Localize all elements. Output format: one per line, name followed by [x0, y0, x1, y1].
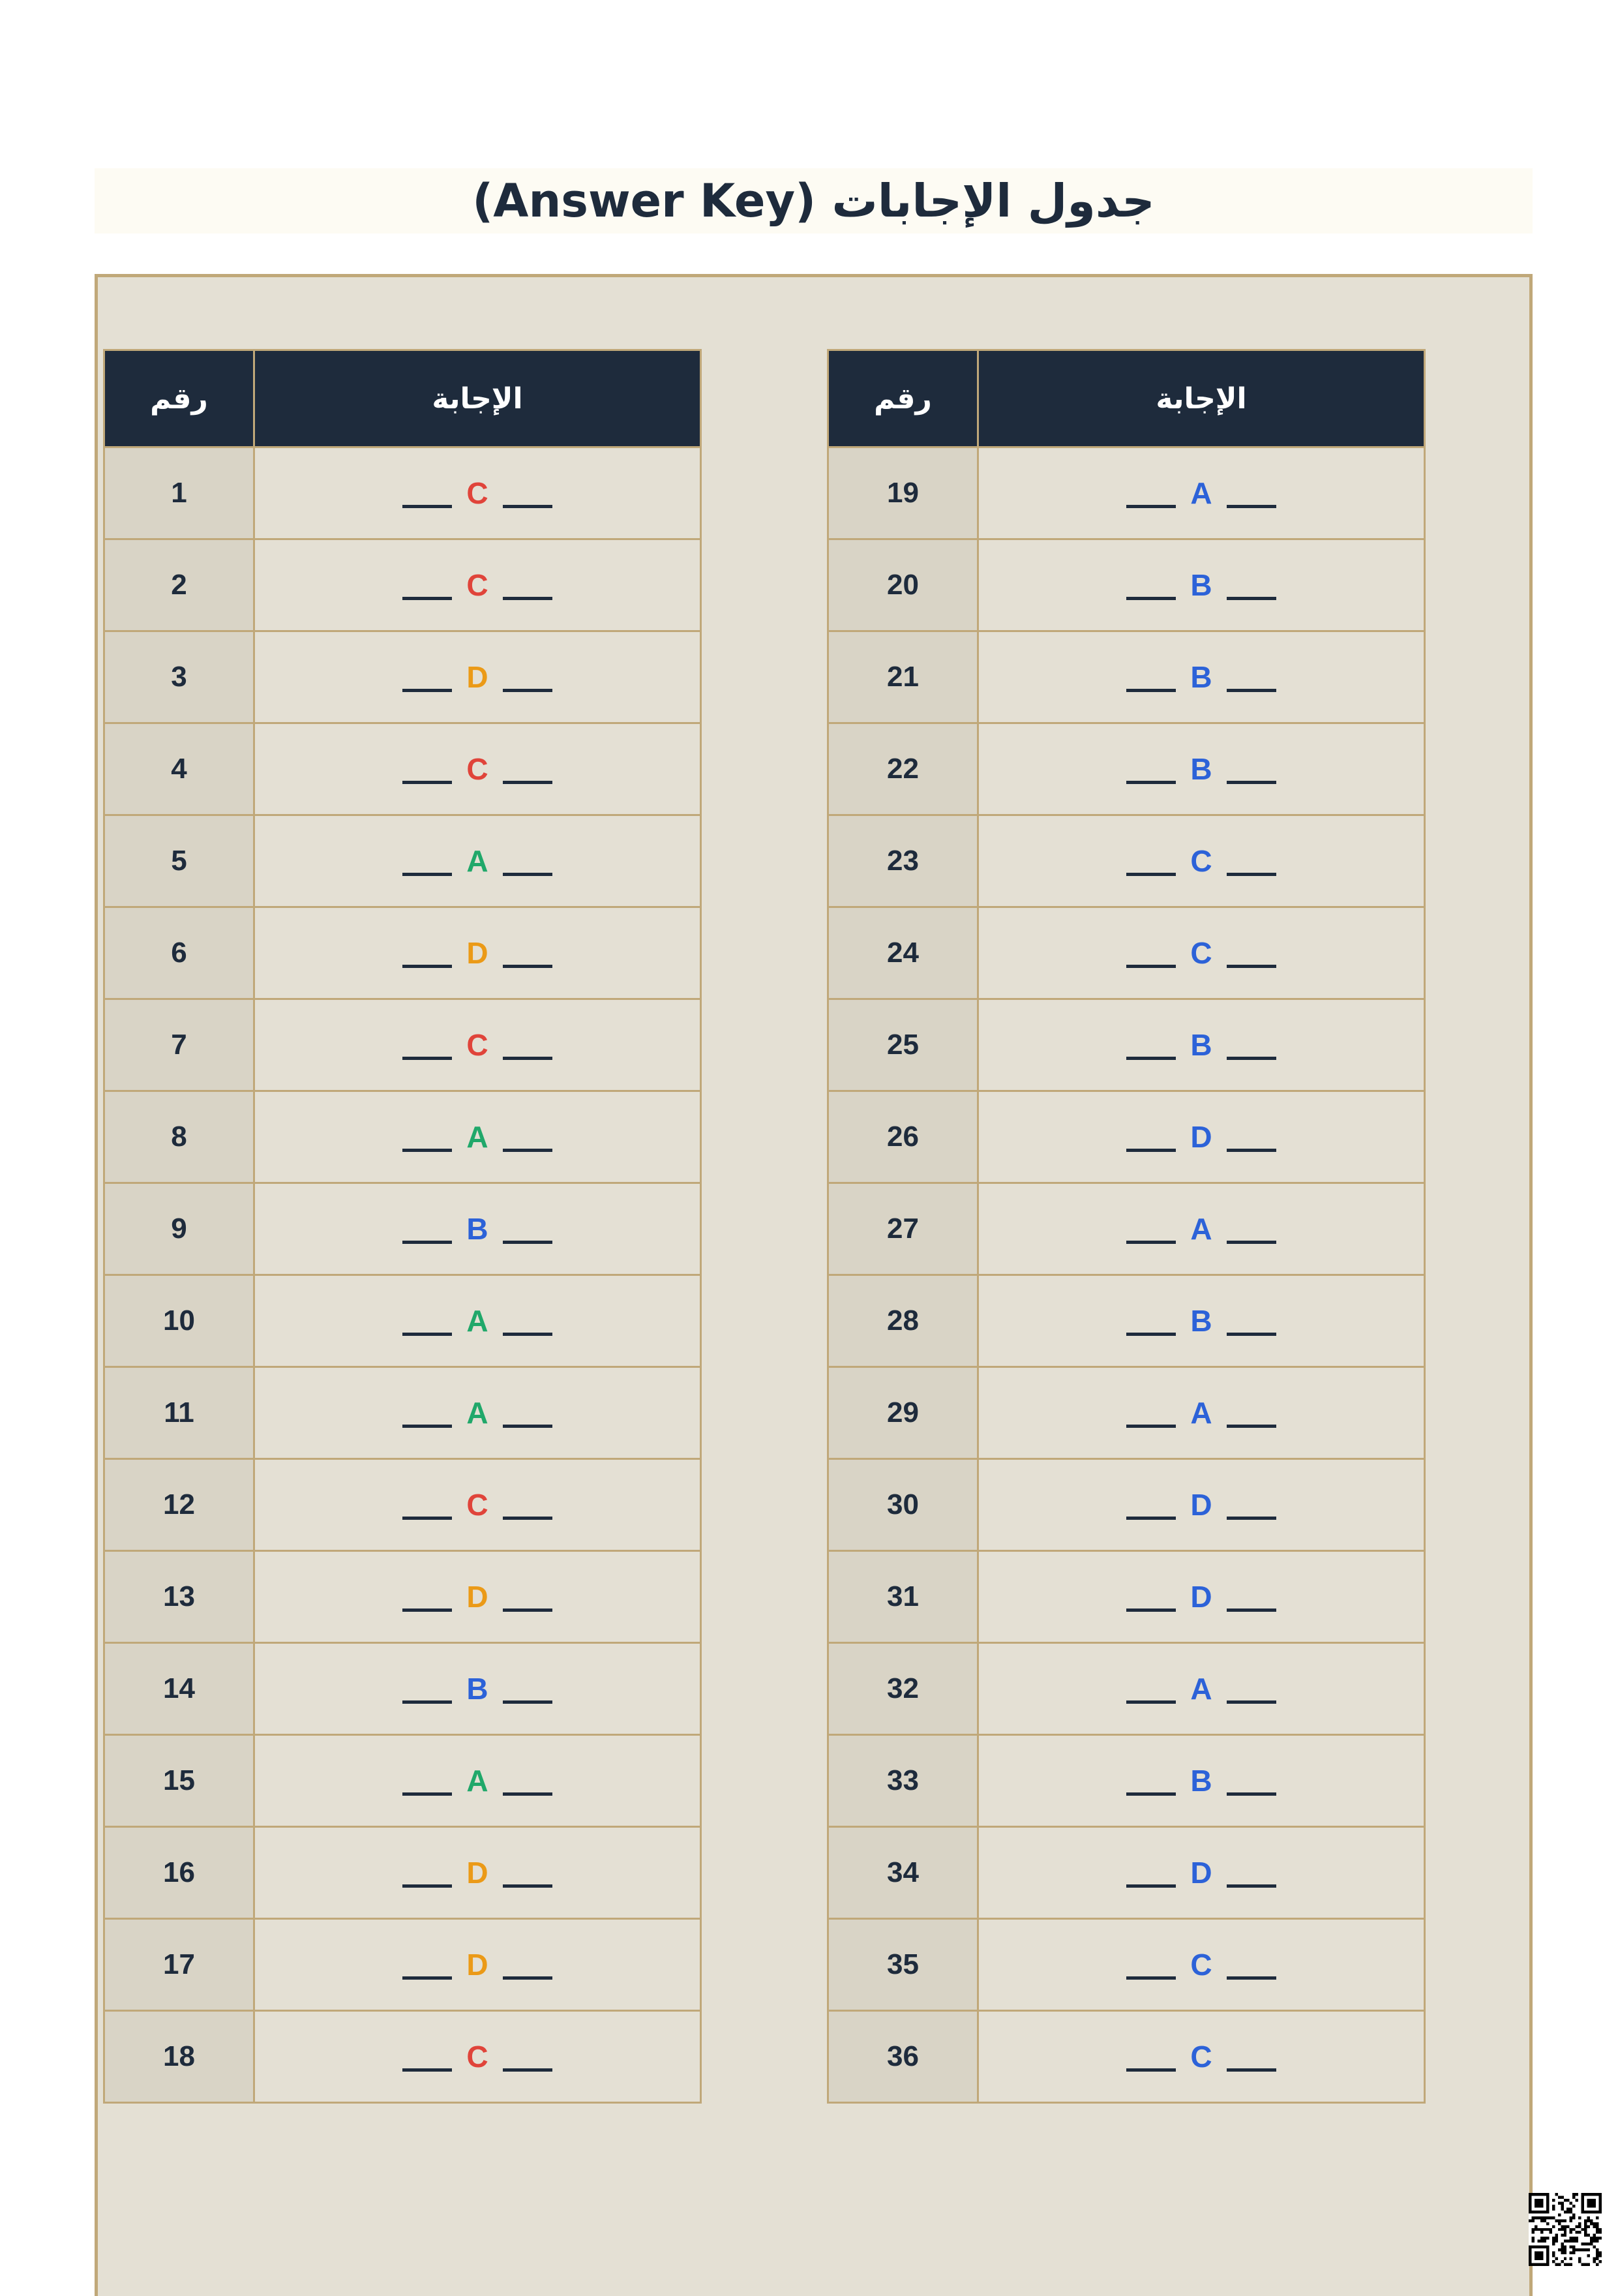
answer-line	[388, 1855, 567, 1890]
answer-table-left	[103, 349, 702, 2104]
answer-cell	[978, 1183, 1425, 1275]
blank-line-left	[402, 1976, 452, 1980]
blank-line-left	[1126, 1425, 1176, 1428]
answer-letter: C	[466, 1028, 488, 1062]
table-row	[104, 723, 701, 815]
blank-line-right	[1227, 1884, 1276, 1888]
answer-letter: C	[1190, 1948, 1212, 1982]
table-row	[828, 1827, 1425, 1919]
blank-line-right	[1227, 1609, 1276, 1612]
answer-cell	[978, 723, 1425, 815]
question-number: 19	[828, 447, 978, 539]
question-number: 17	[104, 1919, 254, 2011]
blank-line-right	[503, 781, 552, 784]
answer-letter: A	[466, 1120, 488, 1154]
table-row	[828, 1367, 1425, 1459]
title-banner	[95, 168, 1533, 234]
answer-line	[388, 935, 567, 971]
answer-line	[1112, 659, 1291, 695]
question-number: 3	[104, 631, 254, 723]
answer-line	[1112, 567, 1291, 603]
answer-letter: A	[466, 1304, 488, 1338]
blank-line-right	[1227, 1700, 1276, 1704]
answer-letter: D	[1190, 1856, 1212, 1890]
header-answer: الإجابة	[254, 350, 701, 447]
blank-line-right	[503, 1700, 552, 1704]
blank-line-left	[402, 873, 452, 876]
question-number: 30	[828, 1459, 978, 1551]
answer-line	[1112, 843, 1291, 879]
blank-line-left	[1126, 1333, 1176, 1336]
blank-line-left	[1126, 1241, 1176, 1244]
table-row	[828, 907, 1425, 999]
table-row	[828, 1551, 1425, 1643]
blank-line-right	[503, 873, 552, 876]
table-row	[104, 631, 701, 723]
answer-letter: C	[1190, 2040, 1212, 2074]
answer-letter: B	[1190, 752, 1212, 786]
table-row	[104, 447, 701, 539]
table-row	[104, 907, 701, 999]
question-number: 35	[828, 1919, 978, 2011]
answer-letter: D	[466, 936, 488, 970]
answer-letter: A	[1190, 476, 1212, 510]
table-row	[828, 1275, 1425, 1367]
question-number: 27	[828, 1183, 978, 1275]
table-row	[104, 1459, 701, 1551]
answer-line	[1112, 476, 1291, 511]
blank-line-right	[503, 1333, 552, 1336]
answer-cell	[978, 1367, 1425, 1459]
answer-cell	[254, 1183, 701, 1275]
table-row	[104, 1367, 701, 1459]
answer-cell	[978, 539, 1425, 631]
question-number: 36	[828, 2011, 978, 2103]
question-number: 11	[104, 1367, 254, 1459]
answer-letter: B	[1190, 660, 1212, 694]
blank-line-right	[1227, 1149, 1276, 1152]
blank-line-right	[503, 1976, 552, 1980]
answer-line	[388, 476, 567, 511]
blank-line-right	[503, 1884, 552, 1888]
table-header-row	[104, 350, 701, 447]
blank-line-left	[402, 597, 452, 600]
table-row	[828, 631, 1425, 723]
answer-cell	[978, 1735, 1425, 1827]
blank-line-right	[1227, 505, 1276, 508]
question-number: 10	[104, 1275, 254, 1367]
question-number: 13	[104, 1551, 254, 1643]
blank-line-left	[402, 1884, 452, 1888]
table-row	[104, 999, 701, 1091]
question-number: 20	[828, 539, 978, 631]
answer-cell	[978, 1459, 1425, 1551]
blank-line-right	[503, 597, 552, 600]
table-row	[828, 815, 1425, 907]
answer-line	[1112, 1027, 1291, 1063]
answer-line	[388, 1119, 567, 1155]
answer-cell	[254, 723, 701, 815]
answer-line	[1112, 1763, 1291, 1798]
answer-cell	[254, 1551, 701, 1643]
blank-line-right	[503, 1517, 552, 1520]
answer-rows-right	[828, 447, 1425, 2103]
question-number: 15	[104, 1735, 254, 1827]
blank-line-left	[1126, 1884, 1176, 1888]
answer-line	[388, 1395, 567, 1430]
blank-line-left	[402, 1241, 452, 1244]
question-number: 6	[104, 907, 254, 999]
answer-letter: D	[466, 1948, 488, 1982]
blank-line-right	[503, 505, 552, 508]
answer-line	[1112, 751, 1291, 787]
table-row	[828, 999, 1425, 1091]
answer-cell	[978, 1551, 1425, 1643]
answer-letter: B	[466, 1672, 488, 1706]
question-number: 4	[104, 723, 254, 815]
answer-letter: C	[466, 2040, 488, 2074]
blank-line-right	[1227, 1333, 1276, 1336]
blank-line-left	[402, 965, 452, 968]
table-row	[104, 1919, 701, 2011]
blank-line-right	[1227, 1976, 1276, 1980]
table-row	[828, 1183, 1425, 1275]
answer-letter: D	[1190, 1580, 1212, 1614]
table-row	[104, 2011, 701, 2103]
blank-line-right	[1227, 689, 1276, 692]
answer-line	[388, 567, 567, 603]
header-answer: الإجابة	[978, 350, 1425, 447]
blank-line-right	[503, 1057, 552, 1060]
table-row	[828, 447, 1425, 539]
question-number: 33	[828, 1735, 978, 1827]
answer-line	[388, 751, 567, 787]
answer-cell	[254, 907, 701, 999]
blank-line-right	[1227, 1241, 1276, 1244]
answer-letter: A	[1190, 1672, 1212, 1706]
answer-cell	[254, 999, 701, 1091]
answer-line	[1112, 1671, 1291, 1706]
answer-letter: A	[466, 844, 488, 878]
question-number: 23	[828, 815, 978, 907]
answer-cell	[978, 815, 1425, 907]
answer-cell	[254, 1367, 701, 1459]
question-number: 14	[104, 1643, 254, 1735]
answer-letter: D	[466, 1580, 488, 1614]
answer-letter: B	[466, 1212, 488, 1246]
qr-code-icon	[1529, 2193, 1602, 2266]
question-number: 8	[104, 1091, 254, 1183]
blank-line-left	[402, 781, 452, 784]
table-row	[104, 1275, 701, 1367]
answer-letter: B	[1190, 1028, 1212, 1062]
answer-letter: D	[1190, 1120, 1212, 1154]
blank-line-left	[1126, 1609, 1176, 1612]
blank-line-left	[1126, 1700, 1176, 1704]
answer-cell	[254, 1643, 701, 1735]
table-row	[828, 1091, 1425, 1183]
answer-cell	[978, 1091, 1425, 1183]
answer-line	[1112, 1303, 1291, 1338]
blank-line-right	[1227, 781, 1276, 784]
blank-line-right	[503, 1425, 552, 1428]
blank-line-left	[1126, 597, 1176, 600]
blank-line-left	[1126, 1057, 1176, 1060]
question-number: 18	[104, 2011, 254, 2103]
answer-line	[388, 2039, 567, 2074]
question-number: 28	[828, 1275, 978, 1367]
answer-cell	[978, 1827, 1425, 1919]
answer-cell	[254, 1827, 701, 1919]
answer-rows-left	[104, 447, 701, 2103]
answer-letter: B	[1190, 568, 1212, 602]
answer-line	[1112, 1579, 1291, 1614]
answer-cell	[254, 1735, 701, 1827]
blank-line-left	[402, 1517, 452, 1520]
question-number: 24	[828, 907, 978, 999]
answer-line	[1112, 1855, 1291, 1890]
answer-cell	[978, 2011, 1425, 2103]
answer-line	[388, 1947, 567, 1982]
answer-letter: C	[1190, 844, 1212, 878]
question-number: 29	[828, 1367, 978, 1459]
question-number: 2	[104, 539, 254, 631]
answer-letter: C	[466, 752, 488, 786]
table-row	[104, 815, 701, 907]
answer-letter: C	[466, 568, 488, 602]
blank-line-left	[1126, 781, 1176, 784]
table-row	[828, 1919, 1425, 2011]
answer-line	[1112, 1947, 1291, 1982]
answer-letter: A	[1190, 1396, 1212, 1430]
blank-line-right	[503, 965, 552, 968]
answer-line	[388, 1303, 567, 1338]
table-row	[104, 1827, 701, 1919]
table-row	[828, 1459, 1425, 1551]
blank-line-right	[1227, 1425, 1276, 1428]
blank-line-right	[1227, 873, 1276, 876]
answer-line	[1112, 1395, 1291, 1430]
blank-line-left	[402, 1425, 452, 1428]
blank-line-right	[1227, 965, 1276, 968]
blank-line-left	[402, 1149, 452, 1152]
answer-letter: A	[466, 1764, 488, 1798]
question-number: 21	[828, 631, 978, 723]
answer-cell	[978, 447, 1425, 539]
question-number: 32	[828, 1643, 978, 1735]
table-row	[104, 539, 701, 631]
blank-line-right	[1227, 1792, 1276, 1796]
answer-letter: D	[466, 1856, 488, 1890]
blank-line-right	[503, 689, 552, 692]
blank-line-left	[402, 689, 452, 692]
question-number: 25	[828, 999, 978, 1091]
answer-letter: C	[466, 1488, 488, 1522]
answer-letter: B	[1190, 1764, 1212, 1798]
answer-cell	[254, 539, 701, 631]
question-number: 22	[828, 723, 978, 815]
blank-line-left	[1126, 2068, 1176, 2072]
blank-line-right	[503, 1609, 552, 1612]
question-number: 12	[104, 1459, 254, 1551]
answer-line	[1112, 1211, 1291, 1246]
table-row	[104, 1091, 701, 1183]
answer-line	[1112, 1487, 1291, 1522]
table-row	[104, 1643, 701, 1735]
question-number: 5	[104, 815, 254, 907]
answer-cell	[978, 907, 1425, 999]
blank-line-right	[503, 2068, 552, 2072]
answer-cell	[254, 1919, 701, 2011]
answer-line	[1112, 2039, 1291, 2074]
blank-line-right	[503, 1241, 552, 1244]
blank-line-right	[1227, 1057, 1276, 1060]
answer-line	[388, 1579, 567, 1614]
blank-line-left	[402, 1609, 452, 1612]
blank-line-left	[1126, 505, 1176, 508]
answer-cell	[254, 447, 701, 539]
blank-line-left	[1126, 1149, 1176, 1152]
blank-line-left	[1126, 873, 1176, 876]
table-row	[828, 539, 1425, 631]
answer-line	[388, 1763, 567, 1798]
header-number: رقم	[828, 350, 978, 447]
table-row	[104, 1183, 701, 1275]
answer-line	[1112, 1119, 1291, 1155]
blank-line-left	[1126, 1976, 1176, 1980]
answer-table-right	[827, 349, 1426, 2104]
question-number: 7	[104, 999, 254, 1091]
question-number: 31	[828, 1551, 978, 1643]
answer-cell	[978, 1643, 1425, 1735]
blank-line-right	[1227, 1517, 1276, 1520]
answer-line	[388, 843, 567, 879]
answer-line	[388, 1211, 567, 1246]
answer-cell	[978, 1275, 1425, 1367]
table-row	[828, 723, 1425, 815]
table-header-row	[828, 350, 1425, 447]
header-number: رقم	[104, 350, 254, 447]
question-number: 1	[104, 447, 254, 539]
table-row	[828, 2011, 1425, 2103]
blank-line-right	[503, 1792, 552, 1796]
answer-letter: B	[1190, 1304, 1212, 1338]
question-number: 9	[104, 1183, 254, 1275]
table-row	[104, 1551, 701, 1643]
question-number: 34	[828, 1827, 978, 1919]
answer-letter: C	[1190, 936, 1212, 970]
answer-cell	[978, 999, 1425, 1091]
blank-line-left	[402, 1792, 452, 1796]
table-row	[828, 1643, 1425, 1735]
blank-line-right	[503, 1149, 552, 1152]
blank-line-left	[402, 505, 452, 508]
blank-line-right	[1227, 597, 1276, 600]
blank-line-right	[1227, 2068, 1276, 2072]
answer-letter: D	[1190, 1488, 1212, 1522]
blank-line-left	[402, 1333, 452, 1336]
answer-letter: D	[466, 660, 488, 694]
answer-cell	[978, 1919, 1425, 2011]
answer-line	[1112, 935, 1291, 971]
answer-cell	[254, 1275, 701, 1367]
blank-line-left	[402, 1057, 452, 1060]
blank-line-left	[402, 1700, 452, 1704]
answer-line	[388, 1487, 567, 1522]
answer-letter: A	[466, 1396, 488, 1430]
answer-cell	[254, 2011, 701, 2103]
answer-cell	[254, 815, 701, 907]
question-number: 16	[104, 1827, 254, 1919]
blank-line-left	[1126, 1517, 1176, 1520]
answer-letter: C	[466, 476, 488, 510]
blank-line-left	[1126, 1792, 1176, 1796]
answer-line	[388, 1671, 567, 1706]
answer-letter: A	[1190, 1212, 1212, 1246]
answer-cell	[254, 1091, 701, 1183]
table-row	[828, 1735, 1425, 1827]
answer-line	[388, 1027, 567, 1063]
blank-line-left	[402, 2068, 452, 2072]
answer-cell	[978, 631, 1425, 723]
answer-cell	[254, 631, 701, 723]
page-title: جدول الإجابات (Answer Key)	[472, 174, 1155, 228]
table-row	[104, 1735, 701, 1827]
question-number: 26	[828, 1091, 978, 1183]
answer-line	[388, 659, 567, 695]
blank-line-left	[1126, 689, 1176, 692]
blank-line-left	[1126, 965, 1176, 968]
answer-cell	[254, 1459, 701, 1551]
